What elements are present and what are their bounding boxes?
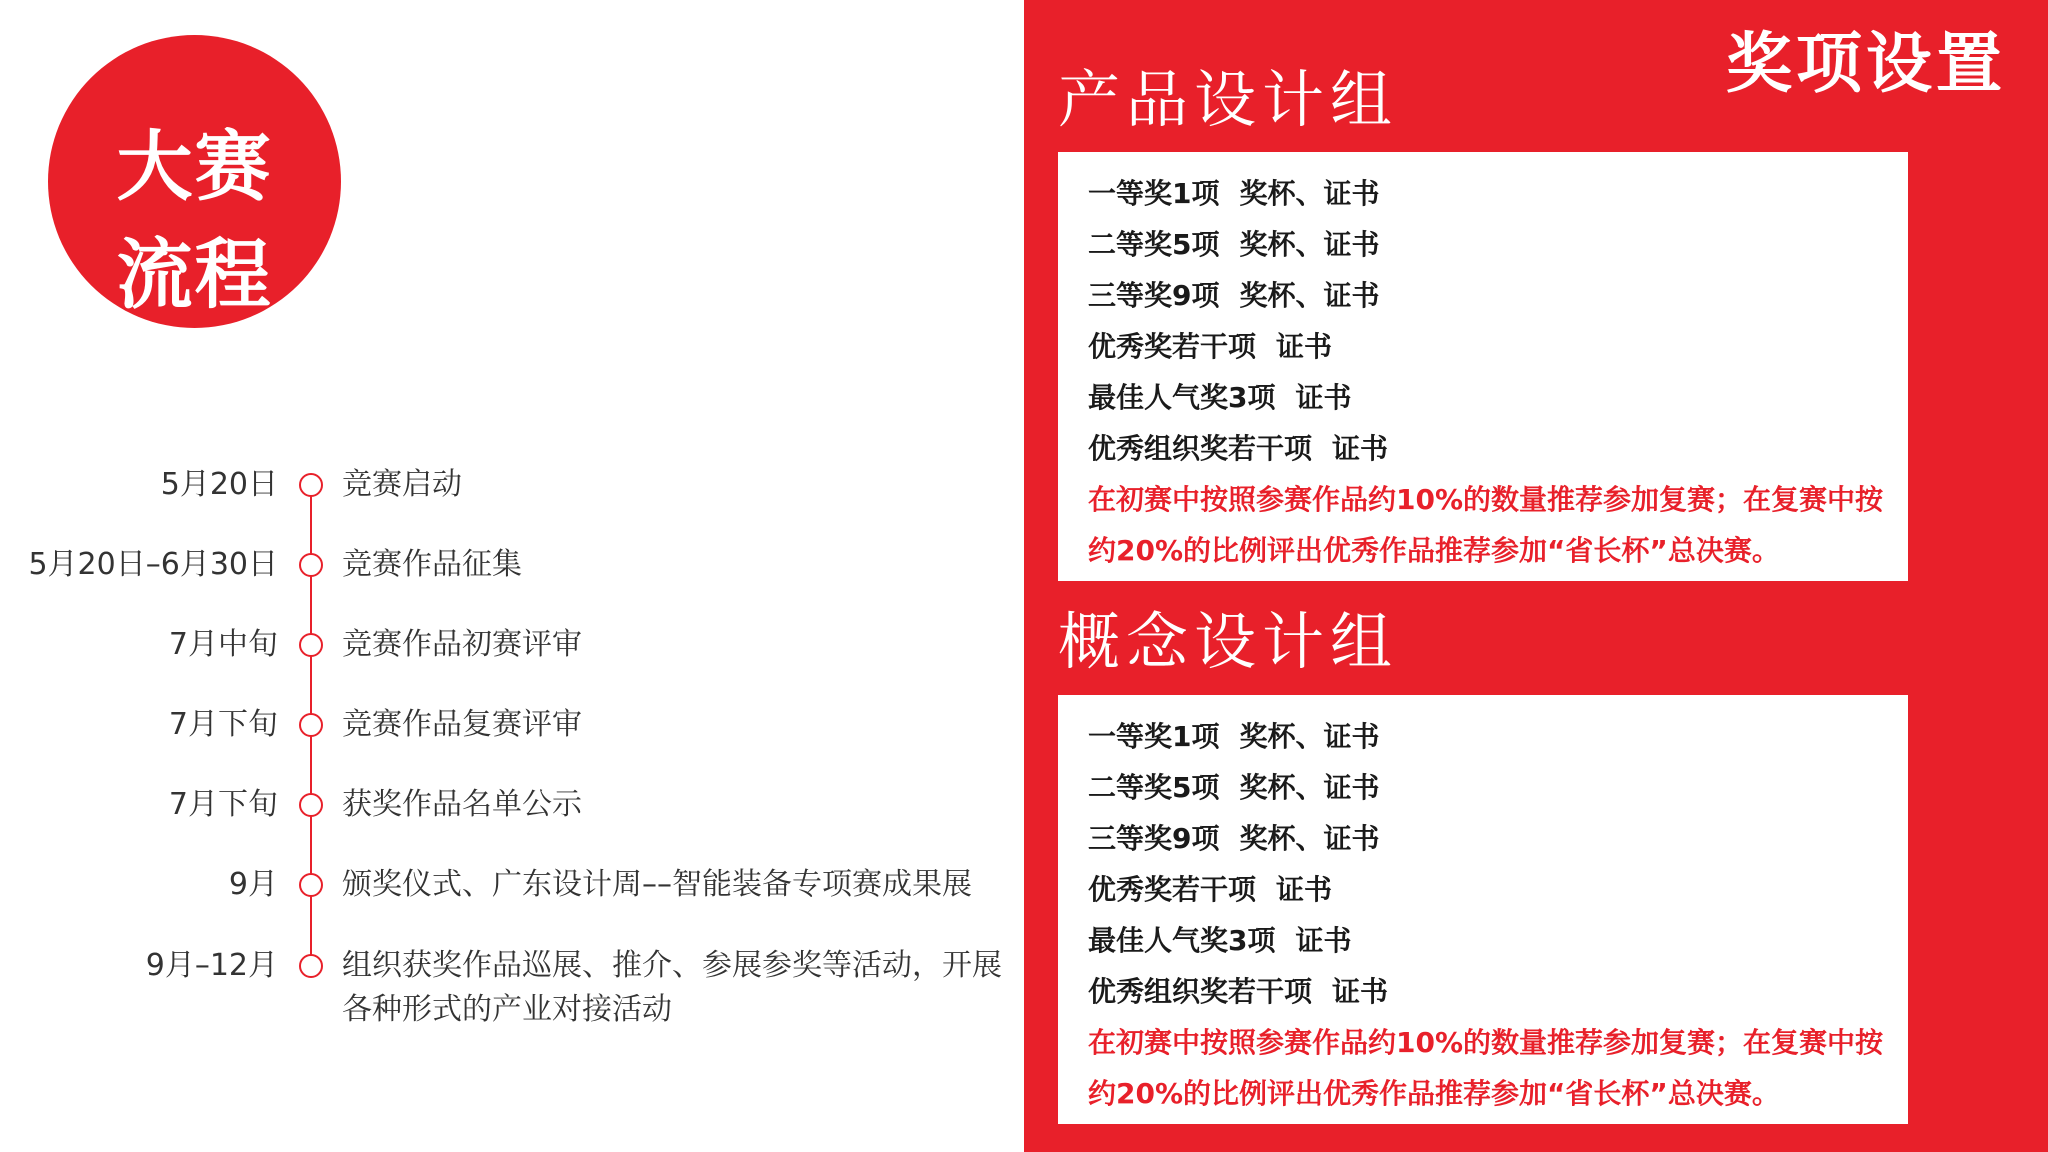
award-prize: 证书 [1276, 873, 1333, 906]
timeline-event: 竞赛作品初赛评审 [342, 627, 582, 662]
award-prize: 奖杯、证书 [1239, 771, 1380, 804]
timeline-date: 5月20日 [160, 467, 278, 502]
award-prize: 奖杯、证书 [1239, 279, 1380, 312]
award-name: 一等奖1项 [1088, 720, 1220, 753]
award-note: 在初赛中按照参赛作品约10%的数量推荐参加复赛；在复赛中按约20%的比例评出优秀作品推荐参加“省长杯”总决赛。 [1088, 483, 1884, 567]
timeline-event: 获奖作品名单公示 [342, 787, 582, 822]
award-name: 二等奖5项 [1088, 228, 1220, 261]
award-prize: 证书 [1276, 330, 1333, 363]
award-name: 优秀组织奖若干项 [1088, 975, 1313, 1008]
timeline-event: 颁奖仪式、广东设计周––智能装备专项赛成果展 [342, 867, 972, 902]
timeline-date: 9月 [228, 867, 278, 902]
timeline-date: 9月–12月 [145, 948, 278, 983]
award-prize: 证书 [1332, 975, 1389, 1008]
award-name: 优秀奖若干项 [1088, 330, 1257, 363]
timeline-dot [299, 873, 323, 897]
award-prize: 证书 [1295, 381, 1352, 414]
award-name: 三等奖9项 [1088, 822, 1220, 855]
award-item [1088, 321, 1388, 372]
award-prize: 证书 [1332, 432, 1389, 465]
award-name: 三等奖9项 [1088, 279, 1220, 312]
award-prize: 奖杯、证书 [1239, 720, 1380, 753]
award-card-concept [1058, 695, 1908, 1124]
award-card-product [1058, 152, 1908, 581]
timeline-event: 竞赛作品征集 [342, 547, 522, 582]
timeline-dot [299, 633, 323, 657]
title-line-1: 大赛 [116, 122, 273, 211]
award-name: 优秀组织奖若干项 [1088, 432, 1313, 465]
timeline-dot [299, 473, 323, 497]
title-line-2: 流程 [116, 230, 273, 319]
group-title-product: 产品设计组 [1058, 63, 1399, 136]
timeline-dot [299, 713, 323, 737]
award-prize: 证书 [1295, 924, 1352, 957]
award-item [1088, 168, 1388, 219]
award-name: 优秀奖若干项 [1088, 873, 1257, 906]
timeline-event: 竞赛作品复赛评审 [342, 707, 582, 742]
panel-title: 奖项设置 [1726, 25, 2006, 102]
award-item [1088, 423, 1388, 474]
award-item [1088, 762, 1388, 813]
timeline-date: 5月20日–6月30日 [28, 547, 278, 582]
award-prize: 奖杯、证书 [1239, 822, 1380, 855]
award-item [1088, 219, 1388, 270]
award-item [1088, 711, 1388, 762]
award-name: 最佳人气奖3项 [1088, 381, 1276, 414]
award-list [1088, 168, 1388, 474]
timeline-date: 7月下旬 [168, 787, 278, 822]
award-prize: 奖杯、证书 [1239, 177, 1380, 210]
award-name: 一等奖1项 [1088, 177, 1220, 210]
timeline-event: 竞赛启动 [342, 467, 462, 502]
timeline-dot [299, 553, 323, 577]
timeline-event: 组织获奖作品巡展、推介、参展参奖等活动，开展各种形式的产业对接活动 [342, 948, 1002, 1027]
award-note: 在初赛中按照参赛作品约10%的数量推荐参加复赛；在复赛中按约20%的比例评出优秀作品推荐参加“省长杯”总决赛。 [1088, 1026, 1884, 1110]
timeline-date: 7月中旬 [168, 627, 278, 662]
award-prize: 奖杯、证书 [1239, 228, 1380, 261]
award-item [1088, 270, 1388, 321]
award-name: 最佳人气奖3项 [1088, 924, 1276, 957]
award-item [1088, 966, 1388, 1017]
timeline-date: 7月下旬 [168, 707, 278, 742]
title-circle [48, 35, 341, 328]
award-item [1088, 372, 1388, 423]
timeline-dot [299, 954, 323, 978]
award-item [1088, 864, 1388, 915]
group-title-concept: 概念设计组 [1058, 605, 1399, 678]
award-list [1088, 711, 1388, 1017]
award-item [1088, 915, 1388, 966]
award-item [1088, 813, 1388, 864]
awards-panel [1024, 0, 2048, 1152]
award-name: 二等奖5项 [1088, 771, 1220, 804]
timeline-dot [299, 793, 323, 817]
